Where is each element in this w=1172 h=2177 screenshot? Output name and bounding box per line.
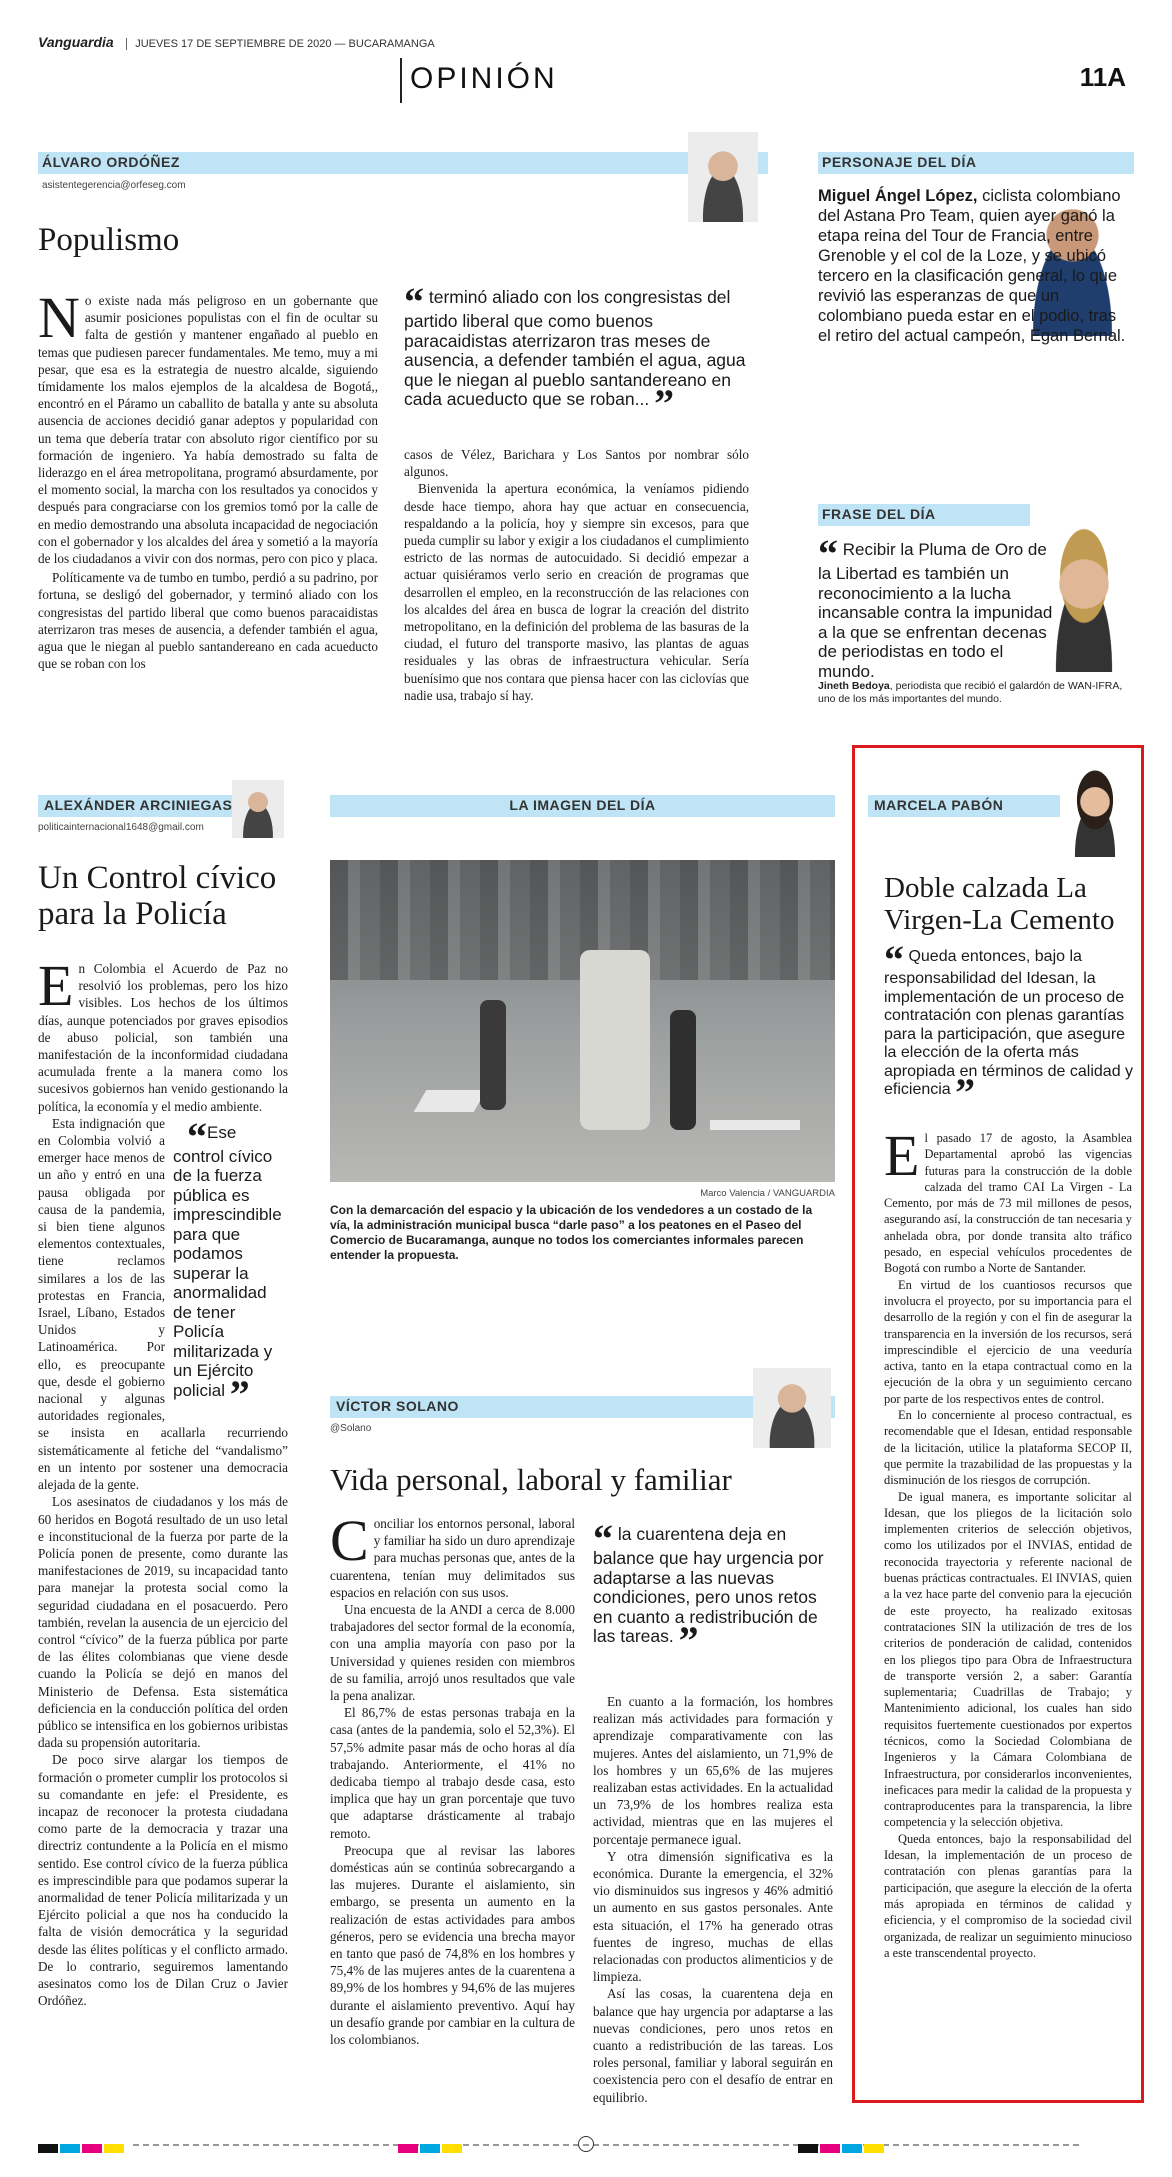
paragraph: Y otra dimensión significativa es la económica. Durante la emergencia, el 32% vio disminuidos sus ingresos y 46% admitió un aumento en sus gastos personales. Ante esta situación, el 17% ha generado otras fuentes de ingreso, muchas de ellas relacionadas con productos alimenticios y de limpieza. bbox=[593, 1848, 833, 1985]
close-quote-icon: ” bbox=[654, 381, 675, 426]
paragraph: El 86,7% de estas personas trabaja en la casa (antes de la pandemia, solo el 52,3%). El 57,5% admite pasar más de ocho horas al día trabajando. Anteriormente, el 41% no dedicaba tiempo al trabajo desde casa, esto implica que hay un gran porcentaje que tuvo que adaptarse drásticamente al trabajo remoto. bbox=[330, 1705, 575, 1841]
open-quote-icon: “ bbox=[187, 1113, 207, 1159]
author-name: ALEXÁNDER ARCINIEGAS bbox=[44, 797, 233, 813]
close-quote-icon: ” bbox=[678, 1618, 699, 1663]
author-email: politicainternacional1648@gmail.com bbox=[38, 822, 204, 833]
drop-cap: E bbox=[38, 953, 74, 1018]
photo-credit: Marco Valencia / VANGUARDIA bbox=[700, 1188, 835, 1199]
open-quote-icon: “ bbox=[593, 1516, 613, 1561]
frase-quote-text: Recibir la Pluma de Oro de la Libertad es también un reconocimiento a la lucha incansable contra la impunidad a la que se enfrentan decenas de periodistas en todo el mundo. bbox=[818, 540, 1053, 681]
close-quote-icon: ” bbox=[955, 1070, 976, 1115]
author-photo bbox=[1060, 765, 1130, 857]
article-body bbox=[884, 1123, 1132, 1961]
author-name: ÁLVARO ORDÓÑEZ bbox=[42, 154, 180, 170]
paragraph: En virtud de los cuantiosos recursos que involucra el proyecto, por su importancia para el desarrollo de la región y con el fin de asegurar la transparencia en la inversión de los recursos, será imprescindible el ejercicio de una veeduría activa, tanto en la etapa contractual como en la ejecución de la obra y un seguimiento cercano por parte de los respectivos entes de control. bbox=[884, 1277, 1132, 1406]
paper-logo: Vanguardia bbox=[38, 34, 114, 50]
dateline: JUEVES 17 DE SEPTIEMBRE DE 2020 — BUCARAMANGA bbox=[126, 38, 435, 50]
author-photo bbox=[688, 132, 758, 222]
paragraph-text: Esta indignación que en Colombia volvió a emerger hace menos de un año y entró en una pausa obligada por causa de la pandemia, si bien tiene algunos elementos contextuales, tiene reclamos similares a los de las protestas en Francia, Israel, Líbano, Estados Unidos y Latinoamérica. Por ello, es preocupante que, desde el gobierno nacional y algunas autoridades regionales, se insista en acallarla recurriendo sistemáticamente al fetiche del “vandalismo” en un intento por sostener una democracia alejada de la gente. bbox=[38, 1115, 288, 1493]
header-divider bbox=[400, 58, 402, 103]
author-name: MARCELA PABÓN bbox=[874, 797, 1004, 813]
article-body bbox=[38, 953, 288, 2009]
pull-quote-text: la cuarentena deja en balance que hay urgencia por adaptarse a las nuevas condiciones, pero unos retos en cuanto a redistribución de las tareas. bbox=[593, 1524, 824, 1646]
personaje-description: ciclista colombiano del Astana Pro Team, quien ayer ganó la etapa reina del Tour de Francia, entre Grenoble y el col de la Loze, y se ubicó tercero en la clasificación general, lo que revivió las esperanzas de que un colombiano pueda estar en el podio, tras el retiro del actual campeón, Egan Bernal. bbox=[818, 187, 1126, 345]
paragraph: En lo concerniente al proceso contractual, es recomendable que el Idesan, entidad responsable de la licitación, utilice la plataforma SECOP II, que permite la trazabilidad de las propuestas y la disminución de los riesgos de corrupción. bbox=[884, 1408, 1132, 1488]
pull-quote bbox=[173, 1113, 288, 1417]
drop-cap: C bbox=[330, 1508, 369, 1573]
paragraph: Los asesinatos de ciudadanos y los más de 60 heridos en Bogotá resultado de un uso letal e inconstitucional de la fuerza por parte de la Policía ponen de presente, como durante las manifestaciones de 2019, su incapacidad tanto para manejar la protesta social como la seguridad ciudadana en el posacuerdo. Pero también, revelan la ausencia de un ejercicio del control “cívico” de la fuerza pública por parte de las élites colombianas que viene desde cuando la Policía se dejó en manos del Ministerio de Defensa. Esta sistemática deficiencia en la conducción política del orden público se intensifica en los gobiernos uribistas dada su propensión autoritaria. bbox=[38, 1494, 288, 1751]
open-quote-icon: “ bbox=[818, 531, 838, 576]
personaje-label: PERSONAJE DEL DÍA bbox=[822, 154, 977, 170]
photo-caption: Con la demarcación del espacio y la ubicación de los vendedores a un costado de la vía, la administración municipal busca “darle paso” a los peatones en el Paseo del Comercio de Bucaramanga, aunque no todos los comerciantes informales parecen entender la propuesta. bbox=[330, 1203, 813, 1262]
article-title: Vida personal, laboral y familiar bbox=[330, 1462, 732, 1497]
paragraph: casos de Vélez, Barichara y Los Santos por nombrar sólo algunos. bbox=[404, 447, 749, 480]
frase-attribution-text: , periodista que recibió el galardón de WAN-IFRA, uno de los más importantes del mundo. bbox=[818, 680, 1123, 705]
paragraph bbox=[38, 1115, 288, 1493]
open-quote-icon: “ bbox=[884, 937, 904, 982]
article-title: Un Control cívico para la Policía bbox=[38, 860, 277, 932]
paragraph: onciliar los entornos personal, laboral y familiar ha sido un duro aprendizaje para muchas personas que, antes de la cuarentena, tenían muy delimitados sus espacios en relación con sus usos. bbox=[330, 1516, 575, 1600]
paragraph: n Colombia el Acuerdo de Paz no resolvió los problemas, pero los hizo visibles. Los hechos de los últimos días, aunque potenciados por graves episodios de abuso policial, son también una manifestación de la inconformidad ciudadana acumulada frente a la manera como los sucesivos gobiernos han venido gestionando la política, la economía y el medio ambiente. bbox=[38, 961, 288, 1114]
paragraph: De poco sirve alargar los tiempos de formación o prometer cumplir los protocolos si su comandante en jefe: el Presidente, es incapaz de reconocer la protesta ciudadana como parte de la democracia y trazar una directriz contundente a la Policía en el mismo sentido. Ese control cívico de la fuerza pública es imprescindible para que podamos superar la anormalidad de tener Policía militarizada y un Ejército policial a que nos ha conducido la falta de visión democrática y la seguridad desde las élites políticas y el conflicto armado. De lo contrario, seguiremos lamentando asesinatos como los de Dilan Cruz o Javier Ordóñez. bbox=[38, 1752, 288, 2009]
author-email: @Solano bbox=[330, 1423, 372, 1434]
article-body-cont bbox=[404, 446, 749, 704]
frase-attribution bbox=[818, 680, 1128, 706]
pull-quote-text: Queda entonces, bajo la responsabilidad del Idesan, la implementación de un proceso de contratación con plenas garantías para la participación, que asegure la elección de la oferta más apropiada en términos de calidad y eficiencia bbox=[884, 948, 1134, 1098]
imagen-label: LA IMAGEN DEL DÍA bbox=[509, 797, 656, 813]
street-photo bbox=[330, 860, 835, 1182]
paragraph: De igual manera, es importante solicitar al Idesan, que los pliegos de la licitación solo implementen criterios de selección objetivos, como los utilizados por el INVIAS, entidad de reconocida trayectoria y referente nacional de buenas prácticas contractuales. El INVIAS, quien a la vez hace parte del convenio para la ejecución de este proyecto, ha realizado exitosas contrataciones SIN la utilización de tres de los criterios de ponderación de calidad, contenidos en los pliegos tipo para Obra de Infraestructura de transporte versión 2, a saber: Garantía suplementaria; Cuadrillas de Trabajo; y Mantenimiento adicional, los cuales han sido requisitos fuertemente cuestionados por expertos técnicos, como la Sociedad Colombiana de Ingenieros y la Cámara Colombiana de Infraestructura, por considerarlos inconvenientes, ineficaces para medir la calidad de la propuesta y contraproducentes para la transparencia, la libre competencia y la selección objetiva. bbox=[884, 1489, 1132, 1830]
masthead bbox=[38, 34, 1138, 54]
paragraph: Políticamente va de tumbo en tumbo, perdió a su padrino, por fortuna, se desligó del gobernador, y terminó aliado con los congresistas del partido liberal que como buenos paracaidistas aterrizaron tras meses de ausencia, a defender también el agua, agua que le niegan al pueblo santandereano en cada acueducto que se roban con los bbox=[38, 570, 378, 672]
pull-quote-text: Ese control cívico de la fuerza pública es imprescindible para que podamos superar la anormalidad de tener Policía militarizada y un Ejército policial bbox=[173, 1122, 282, 1400]
paragraph: o existe nada más peligroso en un gobernante que asumir posiciones populistas con el fin de ocultar su falta de gestión y mantener engañado al pueblo en temas que pudiesen parecer fundamentales. Me temo, muy a mi pesar, que esa es la estrategia de nuestro alcalde, siguiendo tímidamente los malos ejemplos de la alcaldesa de Bogotá,, encontró en el Páramo un caballito de batalla y ante su absoluta ausencia de acciones decidió ganar adeptos y popularidad con un tema que debería tratar con absoluto rigor científico por su formación de ingeniero. Ya había demostrado su falta de liderazgo en el área metropolitana, programó absurdamente, por el momento social, la marcha con los resultados ya conocidos y después para congraciarse con los gremios tomó por la calle de en medio demostrando una absoluta incapacidad de negociación con el gobernador y los alcaldes del área y sometió a la mayoría de los ciudadanos a vivir con dos normas, pero con pico y placa. bbox=[38, 293, 378, 567]
paragraph: Queda entonces, bajo la responsabilidad del Idesan, la implementación de un proceso de contratación con plenas garantías para la participación, que asegure la elección de la oferta más apropiada en términos de calidad y eficiencia, y el compromiso de la sociedad civil organizada, de realizar un seguimiento minucioso a este transcendental proyecto. bbox=[884, 1831, 1132, 1960]
author-photo bbox=[753, 1368, 831, 1448]
paragraph: En cuanto a la formación, los hombres realizan más actividades para formación y aprendizaje comparativamente con las mujeres. Antes del aislamiento, un 71,9% de los hombres y un 65,6% de las mujeres realizaban estas actividades. En la actualidad un 73,9% de los hombres realiza esta actividad, mientras que en las mujeres el porcentaje permanece igual. bbox=[593, 1694, 833, 1847]
author-name: VÍCTOR SOLANO bbox=[336, 1398, 459, 1414]
paragraph: Preocupa que al revisar las labores domésticas aún se continúa sobrecargando a las mujeres. Durante el aislamiento, sin embargo, se presenta un aumento en la realización de estas actividades para ambos géneros, pero se evidencia una brecha mayor en tanto que pasó de 74,8% en los hombres y 75,4% de las mujeres antes de la cuarentena a 89,9% de los hombres y 94,6% de las mujeres durante el aislamiento preventivo. Aquí hay un desafío grande por cambiar en la cultura de los colombianos. bbox=[330, 1842, 575, 2048]
frase-label: FRASE DEL DÍA bbox=[822, 506, 936, 522]
pull-quote bbox=[884, 937, 1134, 1115]
pull-quote-text: terminó aliado con los congresistas del partido liberal que como buenos paracaidistas aterrizaron tras meses de ausencia, a defender también el agua, agua que le niegan al pueblo santandereano en cada acueducto que se roban... bbox=[404, 287, 746, 409]
drop-cap: E bbox=[884, 1123, 920, 1188]
paragraph: Bienvenida la apertura económica, la veníamos pidiendo desde hace tiempo, ahora hay que actuar en consecuencia, respaldando a la policía, hoy y siempre sin excesos, para que pueda cumplir su labor y exigir a los ciudadanos el cumplimiento estricto de las normas de autocuidado. Si decidió empezar a actuar quisiéramos verlo serio en creación de programas que desarrollen el empleo, en la reconstrucción de las relaciones con los alcaldes del área en busca de lograr la creación del distrito metropolitano, en la definición del problema de las basuras de la ciudad, el futuro del transporte masivo, las plantas de aguas residuales y las obras de infraestructura vehicular. Sería buenísimo que nos contara que piensa hacer con las ciclovías que nadie usa, trabajo sí hay. bbox=[404, 481, 749, 703]
personaje-name: Miguel Ángel López, bbox=[818, 187, 978, 205]
drop-cap: N bbox=[38, 285, 80, 350]
paragraph: Así las cosas, la cuarentena deja en balance que hay urgencia por adaptarse a las nuevas condiciones, pero unos retos en cuanto a redistribución de las tareas. Los roles personal, familiar y laboral seguirán en coexistencia pero con el desafío de entrar en equilibrio. bbox=[593, 1986, 833, 2105]
page-number: 11A bbox=[1079, 62, 1126, 92]
paragraph: Una encuesta de la ANDI a cerca de 8.000 trabajadores del sector formal de la economía, con una amplia mayoría con paso por la Universidad y quienes residen con miembros de su familia, arrojó unos resultados que vale la pena analizar. bbox=[330, 1602, 575, 1704]
article-title: Doble calzada La Virgen-La Cemento bbox=[884, 872, 1115, 936]
personaje-text bbox=[818, 186, 1128, 346]
frase-attribution-name: Jineth Bedoya bbox=[818, 680, 890, 692]
frase-quote bbox=[818, 531, 1058, 681]
paragraph: l pasado 17 de agosto, la Asamblea Departamental aprobó las vigencias futuras para la construcción de la doble calzada del tramo CAI La Virgen - La Cemento, por más de 73 mil millones de pesos, asegurando así, la construcción de tan necesaria y anhelada obra, por donde transita alto tráfico pesado, en especial vehículos procedentes de Bogotá con rumbo a Norte de Santander. bbox=[884, 1131, 1132, 1276]
article-body bbox=[330, 1508, 575, 2048]
author-photo bbox=[232, 780, 284, 838]
article-title: Populismo bbox=[38, 222, 180, 258]
open-quote-icon: “ bbox=[404, 279, 424, 324]
pull-quote bbox=[404, 279, 749, 426]
author-email: asistentegerencia@orfeseg.com bbox=[42, 180, 186, 191]
pull-quote bbox=[593, 1516, 833, 1663]
article-body bbox=[38, 285, 378, 672]
article-body-cont bbox=[593, 1693, 833, 2106]
registration-bar bbox=[38, 2140, 1138, 2150]
section-title: OPINIÓN bbox=[410, 62, 558, 95]
close-quote-icon: ” bbox=[229, 1371, 250, 1417]
